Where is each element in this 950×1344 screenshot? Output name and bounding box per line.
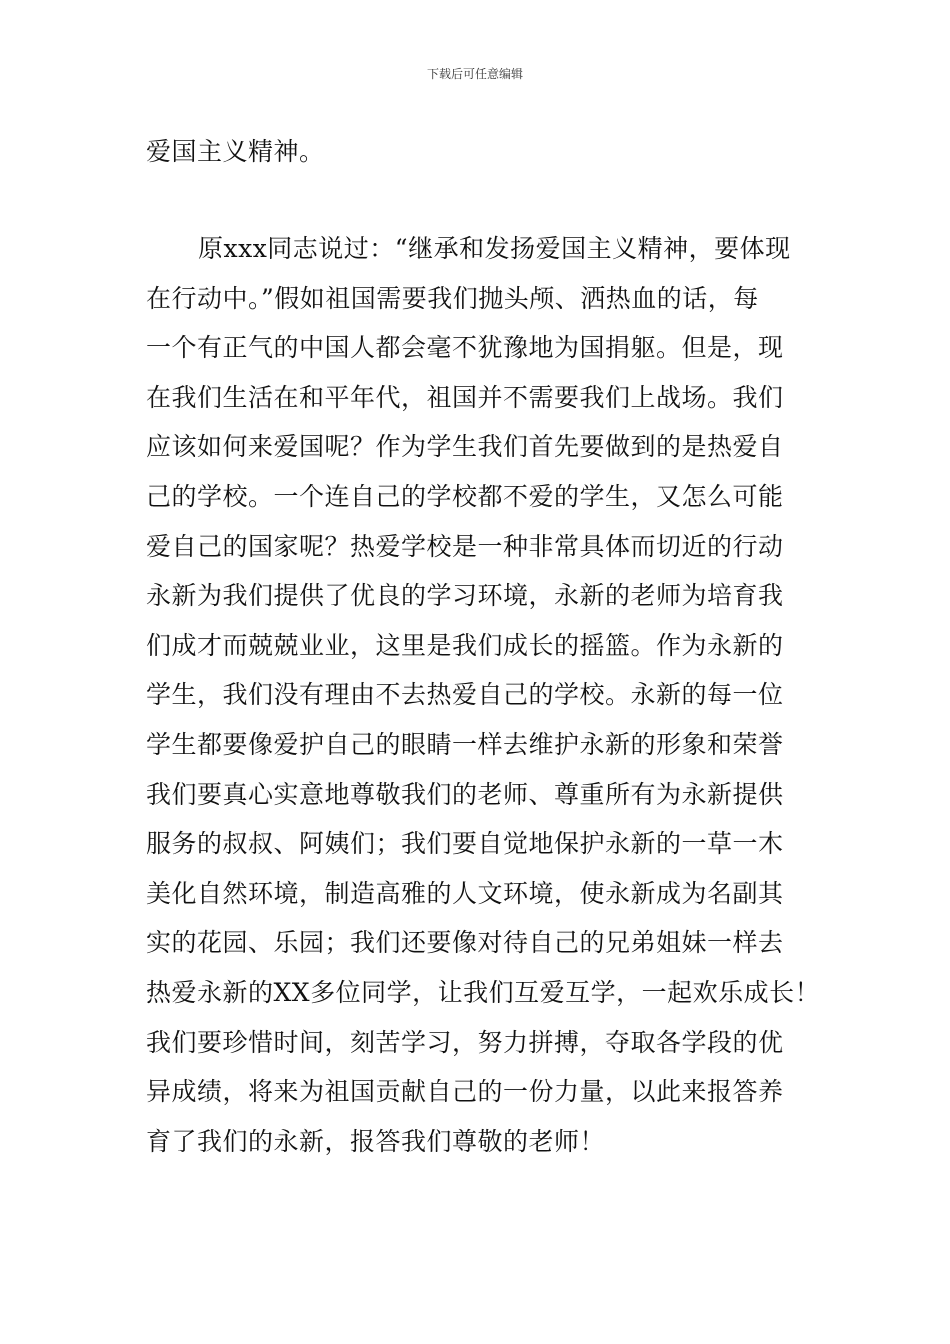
text-line: 们成才而兢兢业业，这里是我们成长的摇篮。作为永新的 [146, 630, 784, 660]
text-line: 异成绩，将来为祖国贡献自己的一份力量，以此来报答养 [146, 1077, 784, 1107]
text-line: 学生都要像爱护自己的眼睛一样去维护永新的形象和荣誉 [146, 729, 784, 759]
text-line: 爱自己的国家呢？热爱学校是一种非常具体而切近的行动 [146, 531, 784, 561]
text-line: 爱国主义精神。 [146, 137, 325, 166]
text-line: 美化自然环境，制造高雅的人文环境，使永新成为名副其 [146, 878, 784, 908]
text-line: 在行动中。”假如祖国需要我们抛头颅、洒热血的话，每 [146, 283, 759, 313]
text-line: 应该如何来爱国呢？作为学生我们首先要做到的是热爱自 [146, 432, 784, 462]
paragraph-1 [146, 127, 836, 177]
header-note: 下载后可任意编辑 [426, 67, 523, 81]
text-line: 己的学校。一个连自己的学校都不爱的学生，又怎么可能 [146, 481, 784, 511]
text-line: 服务的叔叔、阿姨们；我们要自觉地保护永新的一草一木 [146, 829, 784, 859]
paragraph-2 [146, 224, 836, 1166]
text-line: 原xxx同志说过：“继承和发扬爱国主义精神，要体现 [198, 234, 791, 263]
text-line: 一个有正气的中国人都会毫不犹豫地为国捐躯。但是，现 [146, 333, 784, 363]
text-line: 热爱永新的XX多位同学，让我们互爱互学，一起欢乐成长！ [146, 977, 821, 1007]
text-line: 我们要真心实意地尊敬我们的老师、尊重所有为永新提供 [146, 779, 784, 809]
text-line: 在我们生活在和平年代，祖国并不需要我们上战场。我们 [146, 382, 784, 412]
text-line: 我们要珍惜时间，刻苦学习，努力拼搏，夺取各学段的优 [146, 1027, 784, 1057]
text-line: 育了我们的永新，报答我们尊敬的老师！ [146, 1126, 606, 1156]
text-line: 实的花园、乐园；我们还要像对待自己的兄弟姐妹一样去 [146, 928, 784, 958]
text-line: 永新为我们提供了优良的学习环境，永新的老师为培育我 [146, 581, 784, 611]
text-line: 学生，我们没有理由不去热爱自己的学校。永新的每一位 [146, 680, 784, 710]
